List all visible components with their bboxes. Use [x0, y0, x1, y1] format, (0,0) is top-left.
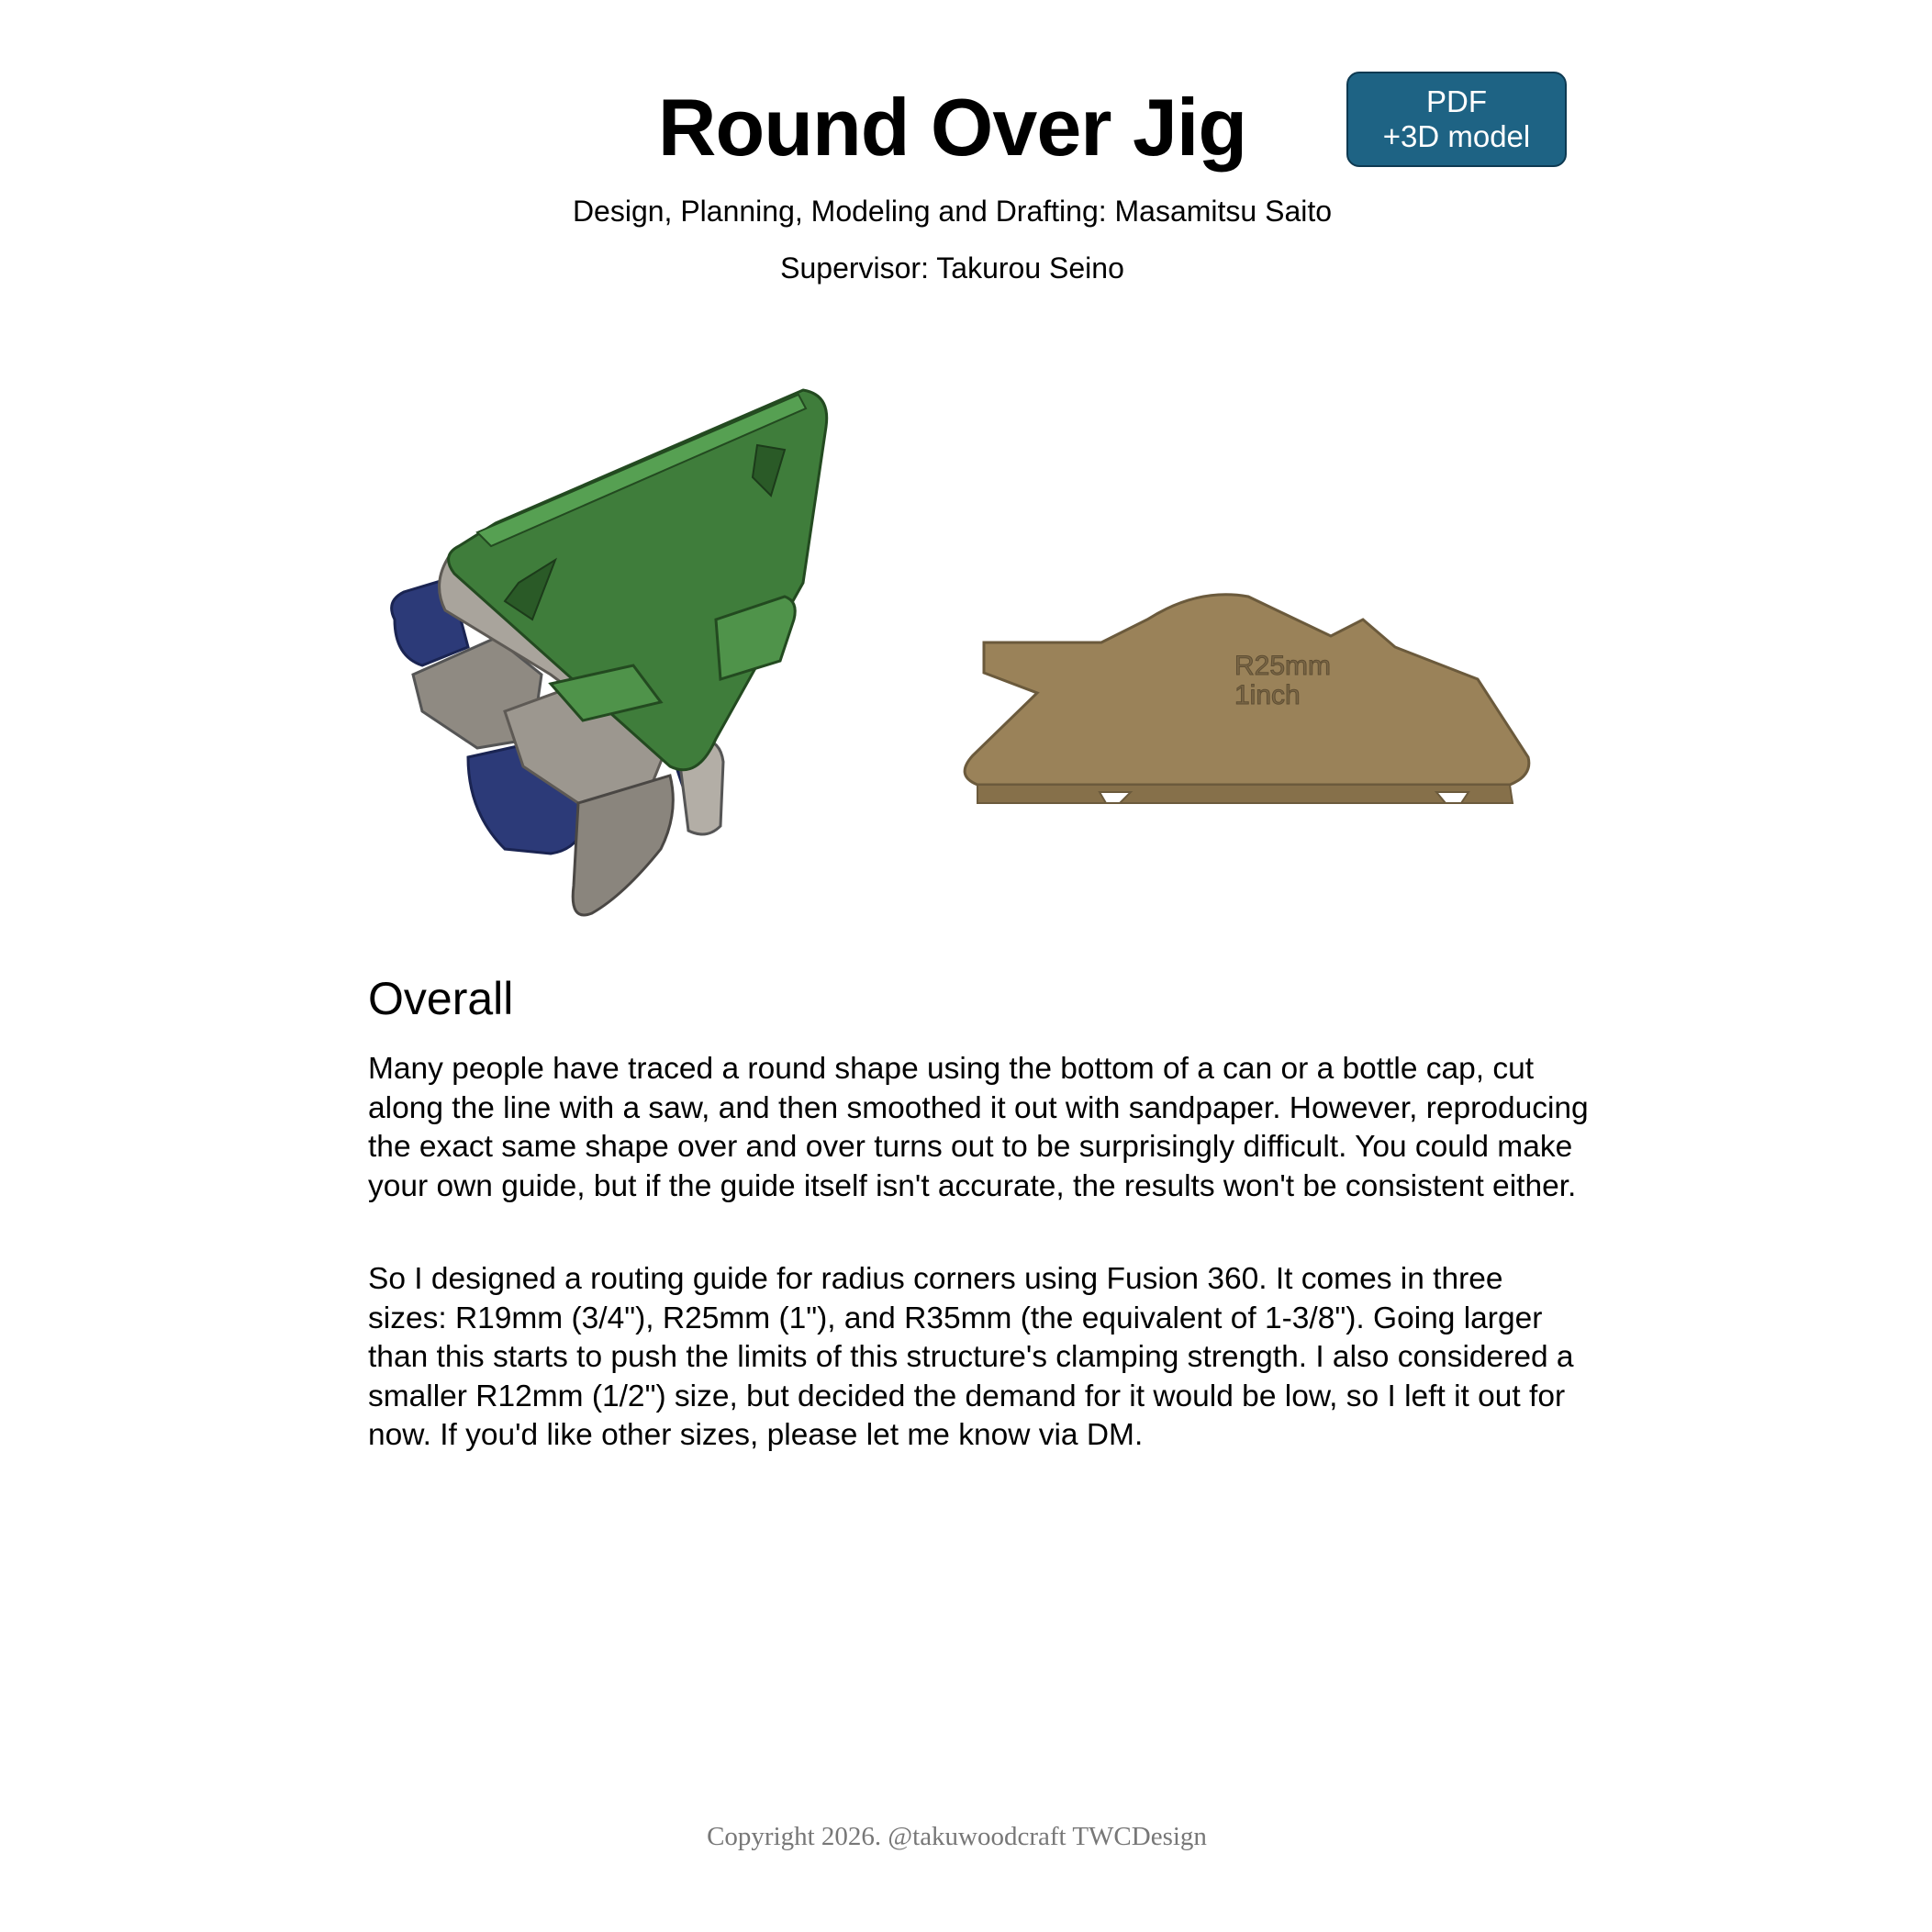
paragraph-intro: Many people have traced a round shape using the bottom of a can or a bottle cap, cut along the line with a saw, and then smoothed it out with sandpaper. However, reproducing the exact same shape over and over turns out to be surprisingly difficult. You could make your own guide, but if the guide itself isn't accurate, the results won't be consistent either. — [368, 1052, 1589, 1203]
jig-3d-renders — [367, 372, 1625, 932]
pdf-3d-model-badge[interactable] — [1346, 72, 1567, 167]
paragraph-design: So I designed a routing guide for radius corners using Fusion 360. It comes in three sizes: R19mm (3/4"), R25mm (1"), and R35mm (the equivalent of 1-3/8"). Going larger than this starts to push the limits of this structure's clamping strength. I also considered a smaller R12mm (1/2") size, but decided the demand for it would be low, so I left it out for now. If you'd like other sizes, please let me know via DM. — [368, 1262, 1574, 1452]
credit-design: Design, Planning, Modeling and Drafting: Masamitsu Saito — [572, 195, 1333, 228]
badge-line-3d-model: +3D model — [1382, 119, 1531, 153]
engraving-radius: R25mm — [1234, 651, 1332, 681]
credit-supervisor: Supervisor: Takurou Seino — [780, 251, 1124, 285]
tan-guide-plate-render — [965, 595, 1529, 803]
jig-illustration — [367, 372, 1625, 932]
copyright-footer: Copyright 2026. @takuwoodcraft TWCDesign — [707, 1822, 1207, 1851]
page-title: Round Over Jig — [657, 82, 1247, 173]
badge-line-pdf: PDF — [1426, 84, 1487, 118]
engraving-inch: 1inch — [1234, 680, 1301, 710]
section-heading-overall: Overall — [368, 973, 514, 1024]
assembled-jig-render — [392, 390, 827, 915]
